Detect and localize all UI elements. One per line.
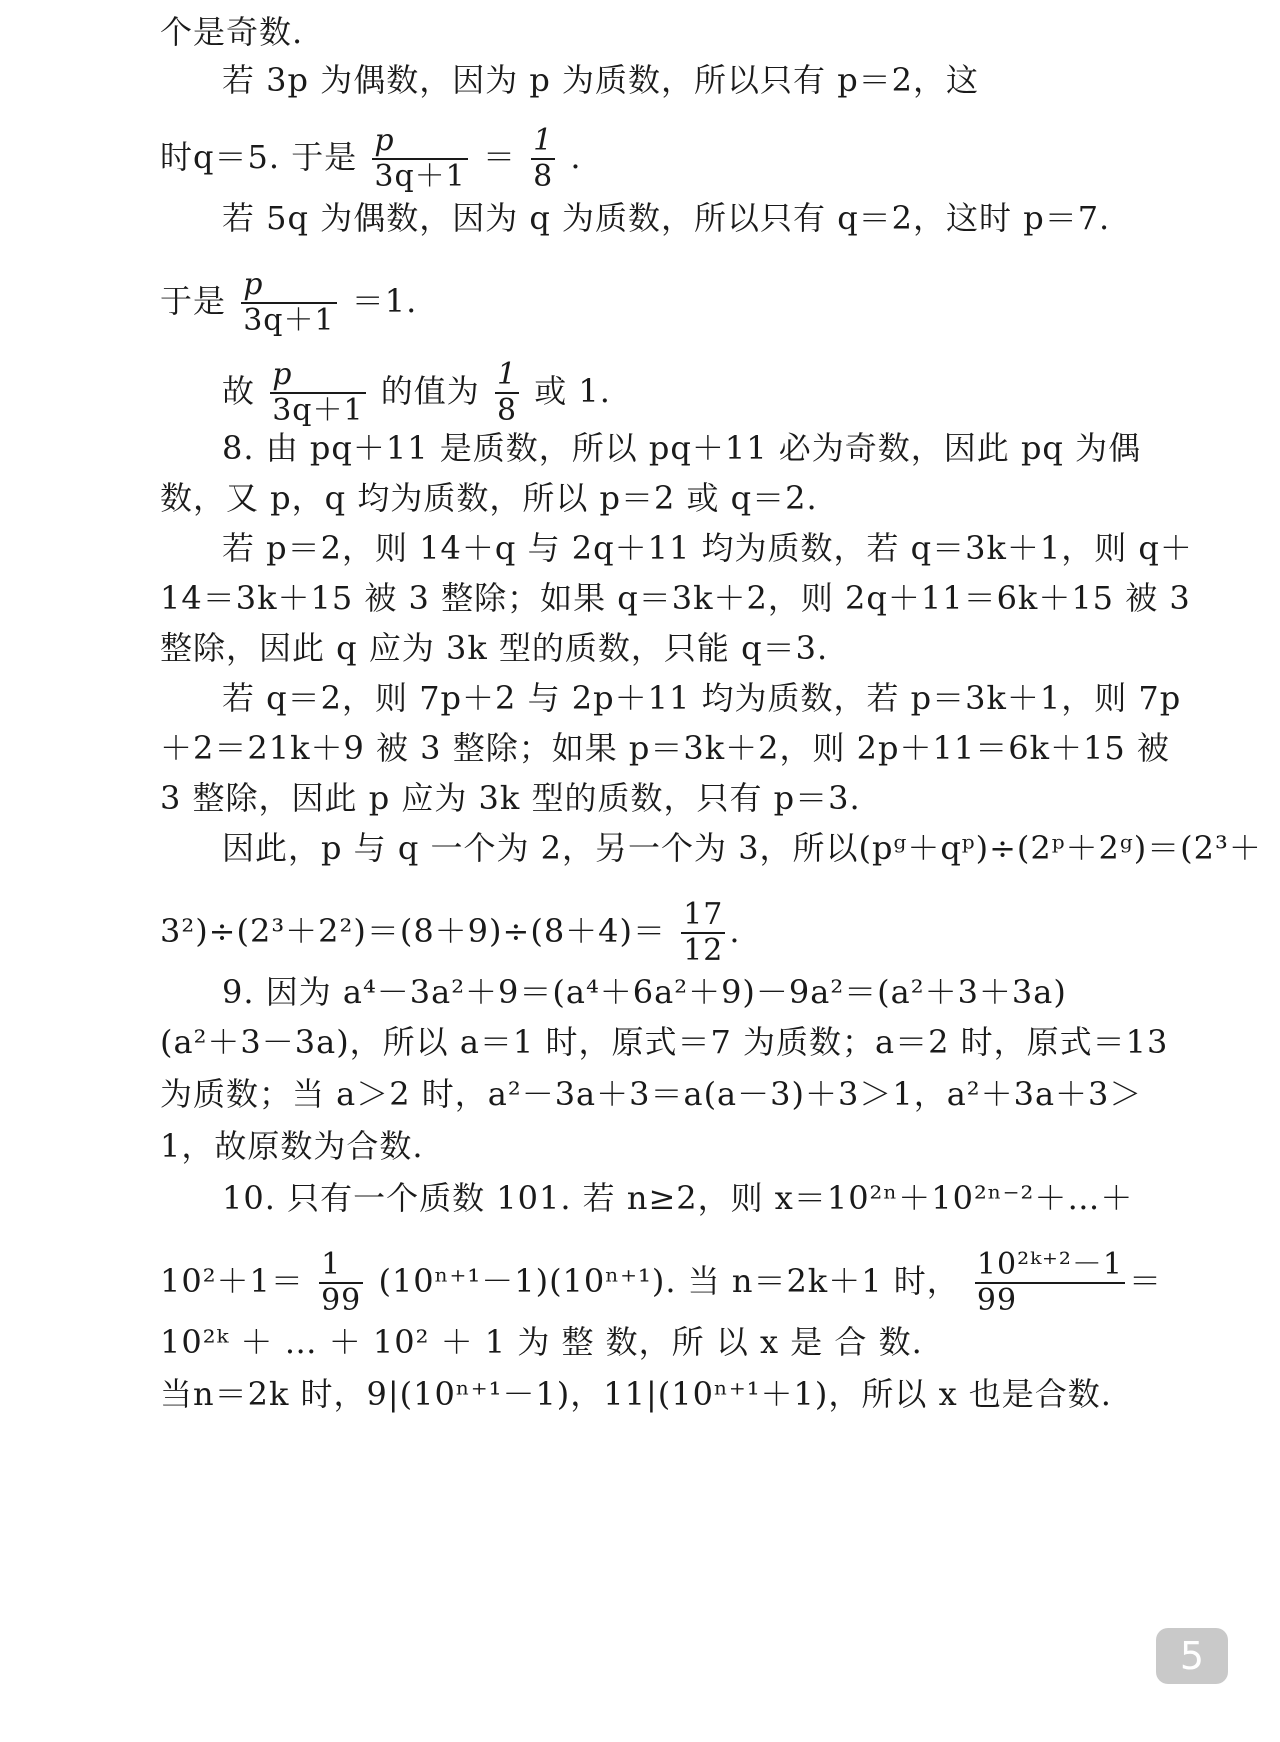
fraction: $\frac{p}{3q+1}$ <box>374 123 466 194</box>
fraction: $\frac{1}{8}$ <box>496 357 518 428</box>
line-text: 若 5q 为偶数，因为 q 为质数，所以只有 q＝2，这时 p＝7. <box>222 199 1111 237</box>
line-text: (a²＋3－3a)，所以 a＝1 时，原式＝7 为质数；a＝2 时，原式＝13 <box>160 1023 1169 1061</box>
fraction: $\frac{\text{10²ᵏ⁺²－1}}{99}$ <box>976 1247 1123 1318</box>
text-line <box>0 12 1280 52</box>
fraction: $\frac{p}{3q+1}$ <box>243 267 335 338</box>
text-line <box>0 828 1280 868</box>
line-text: (10ⁿ⁺¹－1)(10ⁿ⁺¹). 当 n＝2k＋1 时， <box>378 1261 960 1300</box>
line-text: 10²ᵏ ＋ … ＋ 10² ＋ 1 为 整 数，所 以 x 是 合 数. <box>160 1323 923 1361</box>
fraction: $\frac{p}{3q+1}$ <box>272 357 364 428</box>
line-text: 3 整除，因此 p 应为 3k 型的质数，只有 p＝3. <box>160 779 861 817</box>
line-text: 个是奇数. <box>160 13 304 51</box>
text-line <box>0 478 1280 518</box>
page-number-badge <box>1156 1628 1228 1684</box>
text-line <box>0 60 1280 100</box>
line-text: 整除，因此 q 应为 3k 型的质数，只能 q＝3. <box>160 629 829 667</box>
text-line <box>0 198 1280 238</box>
fraction: $\frac{1}{8}$ <box>533 123 554 194</box>
line-text: 10²＋1＝ <box>160 1261 304 1300</box>
text-line <box>0 1322 1280 1362</box>
text-line: 3²)÷(2³＋2²)＝(8＋9)÷(8＋4)＝ $\frac{17}{12}$ . <box>160 897 741 968</box>
line-text: 故 <box>222 371 256 410</box>
text-line <box>0 1126 1280 1166</box>
text-line <box>0 1074 1280 1114</box>
line-text: 14＝3k＋15 被 3 整除；如果 q＝3k＋2，则 2q＋11＝6k＋15 被 3 <box>160 579 1191 617</box>
line-text: 数，又 p，q 均为质数，所以 p＝2 或 q＝2. <box>160 479 818 517</box>
line-text: ＋2＝21k＋9 被 3 整除；如果 p＝3k＋2，则 2p＋11＝6k＋15 被 <box>160 729 1170 767</box>
line-text: ＝1. <box>351 281 418 320</box>
text-line <box>0 1022 1280 1062</box>
line-text: 10. 只有一个质数 101. 若 n≥2，则 x＝10²ⁿ＋10²ⁿ⁻²＋…＋ <box>222 1179 1134 1217</box>
line-text: ＝ <box>482 137 516 176</box>
text-line <box>0 628 1280 668</box>
fraction: $\frac{17}{12}$ <box>683 897 724 968</box>
line-text: 的值为 <box>380 371 480 410</box>
line-text: 因此，p 与 q 一个为 2，另一个为 3，所以(pᵍ＋qᵖ)÷(2ᵖ＋2ᵍ)＝(2³＋ <box>222 829 1262 867</box>
text-line <box>0 778 1280 818</box>
fraction: $\frac{1}{99}$ <box>321 1247 362 1318</box>
text-line <box>0 124 1280 194</box>
page-number: 5 <box>1179 1634 1205 1678</box>
text-line <box>0 428 1280 468</box>
text-line <box>0 1374 1280 1414</box>
line-text: . <box>570 137 582 176</box>
text-line <box>0 578 1280 618</box>
line-text: 当n＝2k 时，9|(10ⁿ⁺¹－1)，11|(10ⁿ⁺¹＋1)，所以 x 也是合数. <box>160 1375 1112 1413</box>
line-text: 若 3p 为偶数，因为 p 为质数，所以只有 p＝2，这 <box>222 61 980 99</box>
line-text: 9. 因为 a⁴－3a²＋9＝(a⁴＋6a²＋9)－9a²＝(a²＋3＋3a) <box>222 973 1067 1011</box>
line-text: 时q＝5. 于是 <box>160 137 358 176</box>
text-line <box>0 528 1280 568</box>
line-text: 为质数；当 a＞2 时，a²－3a＋3＝a(a－3)＋3＞1，a²＋3a＋3＞ <box>160 1075 1143 1113</box>
line-text: 若 p＝2，则 14＋q 与 2q＋11 均为质数，若 q＝3k＋1，则 q＋ <box>222 529 1193 567</box>
text-line <box>0 972 1280 1012</box>
text-line <box>0 678 1280 718</box>
line-text: 或 1. <box>534 371 611 410</box>
line-text: 1，故原数为合数. <box>160 1127 424 1165</box>
line-text: 于是 <box>160 281 227 320</box>
text-line <box>0 1178 1280 1218</box>
text-line <box>0 358 1280 428</box>
text-line <box>0 728 1280 768</box>
line-text: 8. 由 pq＋11 是质数，所以 pq＋11 必为奇数，因此 pq 为偶 <box>222 429 1142 467</box>
text-line <box>0 268 1280 338</box>
line-text: 3²)÷(2³＋2²)＝(8＋9)÷(8＋4)＝ <box>160 911 667 950</box>
line-text: 若 q＝2，则 7p＋2 与 2p＋11 均为质数，若 p＝3k＋1，则 7p <box>222 679 1182 717</box>
text-line: 10²＋1＝ $\frac{1}{99}$ (10ⁿ⁺¹－1)(10ⁿ⁺¹). 当 n＝2k＋1 时， $\frac{\text{10²ᵏ⁺²－1}}{99}$ ＝ <box>160 1247 1163 1318</box>
